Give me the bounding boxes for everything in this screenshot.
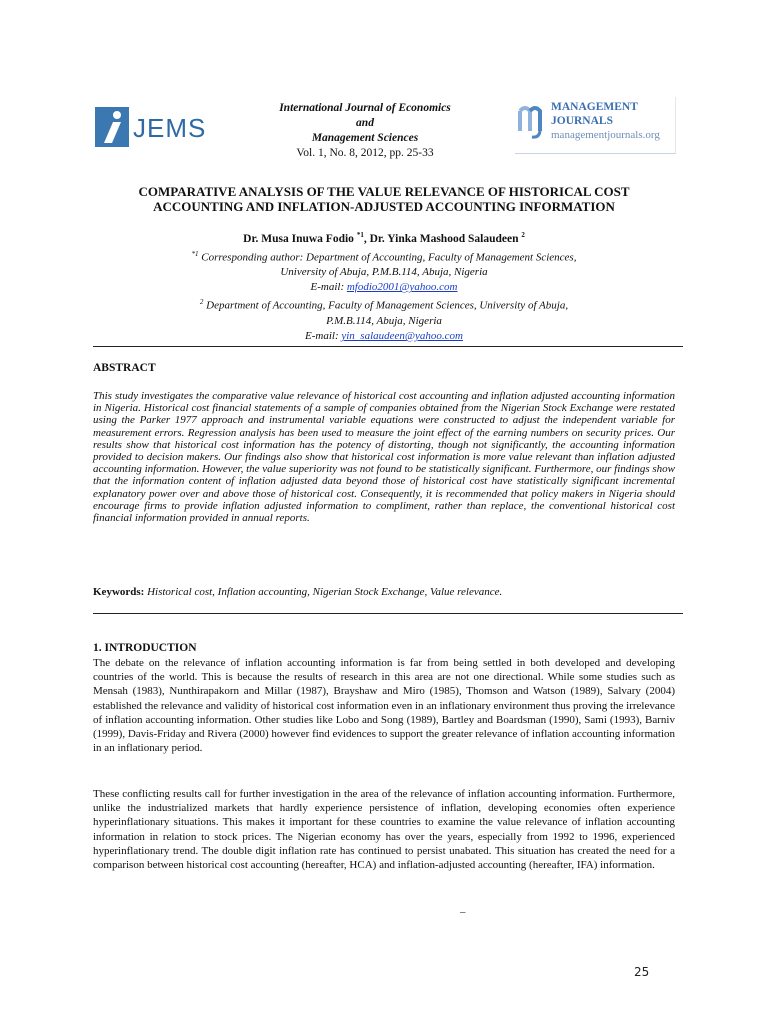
introduction-heading: 1. INTRODUCTION [93,642,197,654]
keywords-label: Keywords: [93,586,145,598]
author1-name: Dr. Musa Inuwa Fodio [243,232,354,245]
volume-info: Vol. 1, No. 8, 2012, pp. 25-33 [296,147,434,159]
aff1-line1: Corresponding author: Department of Accounting, Faculty of Management Sciences, [201,251,577,264]
abstract-heading: ABSTRACT [93,362,156,374]
abstract-text: This study investigates the comparative value relevance of historical cost accounting and inflation adjusted accounting information in Nigeria. Historical cost financial statements of a sample of companies obtained from the Nigerian Stock Exchange were restated using the Parker 1977 approach and instrumental variable equations were constructed to adjust the independent variable for measurement errors. Regression analysis has been used to measure the joint effect of the earning numbers on security prices. Our results show that historical cost information has the potency of distorting, though not significantly, the accounting information provided to decision makers. Our findings also show that historical cost information is more value relevant than inflation adjusted accounting information. However, the value superiority was not found to be statistically significant. Furthermore, our findings show that the information content of inflation adjusted data beyond those of historical cost have statistically significant incremental explanatory power over and above those of historical cost. Consequently, it is recommended that policy makers in Nigeria should encourage firms to provide inflation adjusted information to compliment, rather than replace, the conventional historical cost financial information provided in annual reports. [93,390,675,525]
mj-logo-text [551,100,660,142]
page-number: 25 [634,965,650,979]
mj-line2: JOURNALS [551,115,613,127]
author2-name: Dr. Yinka Mashood Salaudeen [369,232,519,245]
affiliation1 [150,247,618,266]
email1-label: E-mail: [310,281,345,294]
author2-sup: 2 [521,231,525,239]
management-journals-logo [515,97,676,154]
i-letter-icon [95,107,129,147]
email2-link[interactable]: yin_salaudeen@yahoo.com [341,330,463,343]
email1-row [150,280,618,295]
intro-paragraph-1: The debate on the relevance of inflation accounting information is far from being settled in both developed and developing countries of the world. This is because the results of research in this area are not one directional. While some studies such as Mensah (1983), Nunthirapakorn and Millar (1987), Brayshaw and Miro (1985), Thomson and Watson (1989), Salvary (2004) established the relevance and validity of historical cost information even in an inflationary environment thus proving the irrelevance of inflation accounting information. Other studies like Lobo and Song (1989), Bartley and Boardsman (1990), Sami (1993), Barniv (1999), Davis-Friday and Rivera (2000) however find evidences to support the greater relevance of inflation accounting information in an inflationary period. [93,657,675,755]
footer-dash: – [460,906,466,918]
divider-bottom [93,613,683,614]
affiliation2-line2: P.M.B.114, Abuja, Nigeria [326,315,442,328]
mj-site: managementjournals.org [551,129,660,141]
affiliation1-line2: University of Abuja, P.M.B.114, Abuja, Nigeria [280,266,488,279]
journal-name-line2: and [356,117,374,129]
keywords-text: Historical cost, Inflation accounting, Nigerian Stock Exchange, Value relevance. [147,586,503,598]
email1-link[interactable]: mfodio2001@yahoo.com [346,281,458,294]
intro-paragraph-2: These conflicting results call for further investigation in the area of the relevance of inflation accounting information. Furthermore, unlike the industrialized markets that hardly experience persistence of inflation, developing economies often experience hyperinflationary situations. This makes it important for these countries to examine the value relevance of inflation accounting information in relation to stock prices. The Nigerian economy has over the years, especially from 1992 to 1996, experienced hyperinflationary trend. The double digit inflation rate has continued to persist unabated. This situation has created the need for a comparison between historical cost accounting (hereafter, HCA) and inflation-adjusted accounting (hereafter, IFA) information. [93,788,675,872]
paper-title [110,184,658,214]
title-line1: COMPARATIVE ANALYSIS OF THE VALUE RELEVANCE OF HISTORICAL COST [138,184,630,199]
journal-header [240,101,490,161]
mj-line1: MANAGEMENT [551,101,638,113]
title-line2: ACCOUNTING AND INFLATION-ADJUSTED ACCOUNTING INFORMATION [153,199,615,214]
journal-name-line3: Management Sciences [311,132,419,144]
author-names [150,228,618,247]
author-separator: , [363,232,370,245]
email2-row [150,329,618,344]
mj-logo-icon [517,101,547,141]
divider-top [93,346,683,347]
keywords-row [93,586,675,598]
aff1-sup: *1 [191,249,199,258]
author1-sup: *1 [356,231,364,239]
jems-logo-text: JEMS [133,113,207,143]
journal-name-line1: International Journal of Economics [279,102,451,114]
email2-label: E-mail: [305,330,339,343]
jems-logo-mark [95,107,129,147]
affiliation2 [150,295,618,314]
jems-logo [95,107,210,147]
aff2-line1: Department of Accounting, Faculty of Management Sciences, University of Abuja, [206,300,569,313]
author-block [150,228,618,344]
aff2-sup: 2 [199,298,204,307]
